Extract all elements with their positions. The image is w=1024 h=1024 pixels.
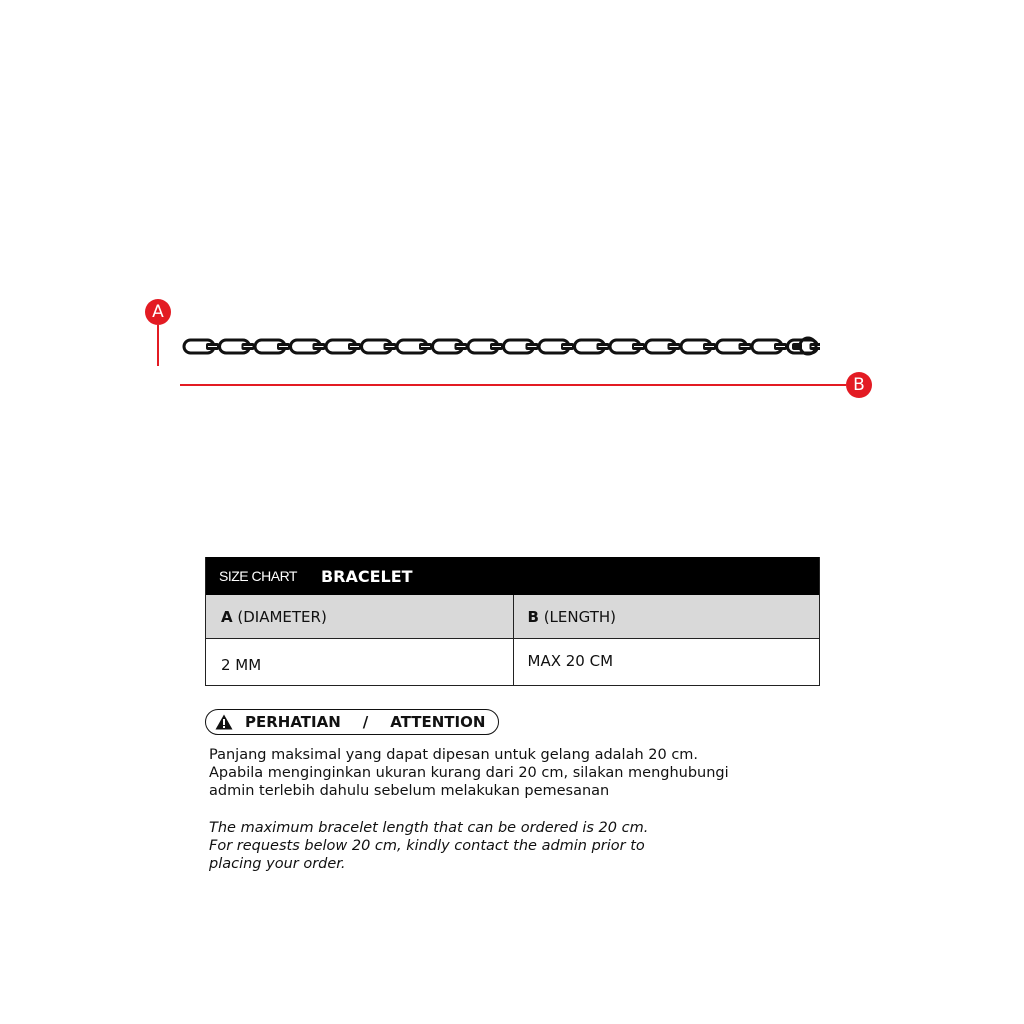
column-a-key: A bbox=[221, 607, 233, 626]
table-row bbox=[206, 639, 819, 685]
notice-en-line-1: The maximum bracelet length that can be ordered is 20 cm. bbox=[209, 820, 649, 836]
column-b-key: B bbox=[527, 607, 539, 626]
product-type-label: BRACELET bbox=[320, 566, 413, 586]
chain-bracelet-icon bbox=[180, 333, 820, 359]
attention-label-en: ATTENTION bbox=[390, 713, 486, 731]
notice-indonesian bbox=[209, 746, 849, 801]
column-a-label: (DIAMETER) bbox=[232, 607, 327, 626]
size-chart-label: SIZE CHART bbox=[219, 568, 297, 584]
marker-a: A bbox=[145, 299, 171, 325]
notice-id-line-2: Apabila menginginkan ukuran kurang dari 20 cm, silakan menghubungi bbox=[209, 765, 729, 782]
warning-icon bbox=[215, 714, 233, 730]
length-indicator-line bbox=[180, 384, 846, 386]
notice-id-line-3: admin terlebih dahulu sebelum melakukan pemesanan bbox=[209, 783, 610, 800]
notice-en-line-2: For requests below 20 cm, kindly contact the admin prior to bbox=[209, 838, 645, 855]
marker-b: B bbox=[846, 372, 872, 398]
diameter-indicator-line bbox=[157, 325, 159, 366]
notice-id-line-1: Panjang maksimal yang dapat dipesan untuk gelang adalah 20 cm. bbox=[209, 747, 699, 763]
column-header-length bbox=[513, 595, 820, 638]
length-value: MAX 20 CM bbox=[513, 639, 820, 685]
table-header-row bbox=[206, 595, 819, 639]
column-header-diameter bbox=[206, 595, 513, 638]
size-chart-table bbox=[205, 557, 820, 686]
attention-label-id: PERHATIAN bbox=[245, 713, 341, 731]
size-chart-header bbox=[206, 557, 819, 595]
notice-en-line-3: placing your order. bbox=[209, 856, 346, 873]
diameter-value: 2 MM bbox=[221, 656, 262, 674]
attention-badge bbox=[205, 709, 499, 735]
notice-english bbox=[209, 819, 849, 874]
attention-separator: / bbox=[362, 713, 369, 731]
column-b-label: (LENGTH) bbox=[538, 607, 616, 626]
